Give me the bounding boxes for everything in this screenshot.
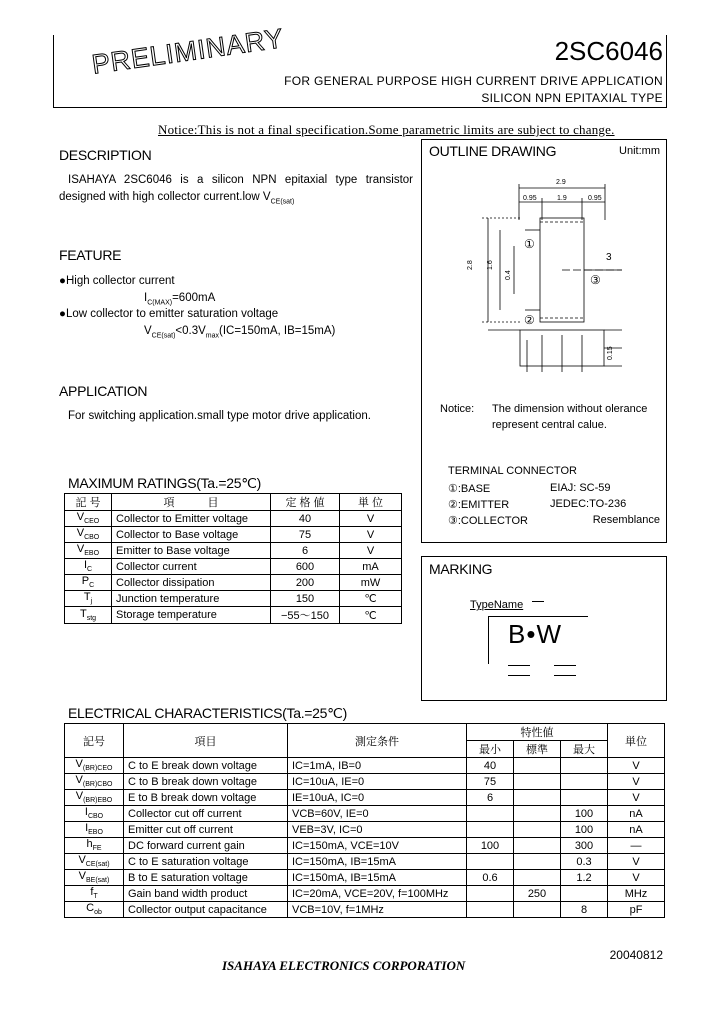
symbol-cell: $T_{stg}$: [65, 607, 112, 624]
max-cell: 1.2: [561, 870, 608, 886]
symbol-cell: $V_{BE(sat)}$: [65, 870, 124, 886]
unit-cell: V: [608, 790, 665, 806]
item-cell: Collector cut off current: [124, 806, 288, 822]
header-left-rule: [53, 35, 54, 107]
table-header-row: [65, 494, 402, 511]
unit-cell: mA: [340, 559, 402, 575]
terminal-base: ①:BASE: [448, 483, 491, 495]
value-cell: 600: [271, 559, 340, 575]
item-cell: C to B break down voltage: [124, 774, 288, 790]
value-cell: 150: [271, 591, 340, 607]
typ-cell: [514, 806, 561, 822]
typ-cell: [514, 838, 561, 854]
symbol-cell: $V_{(BR)CBO}$: [65, 774, 124, 790]
outline-title: OUTLINE DRAWING: [429, 143, 557, 159]
min-cell: 40: [467, 758, 514, 774]
feature-item-2: ●Low collector to emitter saturation voltage: [59, 308, 279, 320]
terminal-title: TERMINAL CONNECTOR: [448, 465, 577, 477]
subheader-cell: 最大: [561, 741, 608, 758]
max-cell: 8: [561, 902, 608, 918]
item-cell: Collector to Base voltage: [112, 527, 271, 543]
table-row: [65, 902, 665, 918]
typ-cell: [514, 758, 561, 774]
feature-item-2-detail: $V_{CE(sat)}<0.3V_{max}(IC=150mA$, IB=15mA): [144, 325, 336, 340]
outline-unit: Unit:mm: [619, 145, 660, 157]
item-cell: E to B break down voltage: [124, 790, 288, 806]
item-cell: Emitter to Base voltage: [112, 543, 271, 559]
max-ratings-title: MAXIMUM RATINGS(Ta.=25℃): [68, 475, 262, 491]
header-cell: 記号: [65, 724, 124, 758]
document-date: 20040812: [609, 948, 663, 962]
condition-cell: IC=150mA, VCE=10V: [288, 838, 467, 854]
application-line: FOR GENERAL PURPOSE HIGH CURRENT DRIVE APPLICATION: [284, 74, 663, 88]
symbol-cell: $V_{(BR)EBO}$: [65, 790, 124, 806]
value-cell: 75: [271, 527, 340, 543]
header-cell: 項目: [124, 724, 288, 758]
feature-item-1: ●High collector current: [59, 275, 175, 287]
max-ratings-table: [64, 493, 402, 624]
table-row: [65, 886, 665, 902]
feature-title: FEATURE: [59, 247, 122, 263]
typ-cell: [514, 790, 561, 806]
table-row: [65, 527, 402, 543]
unit-cell: —: [608, 838, 665, 854]
dim-height: 2.8: [467, 260, 474, 270]
typ-cell: [514, 774, 561, 790]
symbol-cell: $T_j$: [65, 591, 112, 607]
min-cell: [467, 822, 514, 838]
marking-code: B•W: [508, 619, 562, 649]
package-drawing: [422, 160, 666, 390]
value-cell: −55～150: [271, 607, 340, 624]
outline-notice-label: Notice:: [440, 403, 475, 415]
unit-cell: nA: [608, 806, 665, 822]
subheader-cell: 標準: [514, 741, 561, 758]
header-cell: 特性値: [467, 724, 608, 741]
header-cell: 記 号: [65, 494, 112, 511]
table-row: [65, 822, 665, 838]
table-row: [65, 575, 402, 591]
jedec-code: JEDEC:TO-236: [550, 498, 627, 510]
feature-item-1-detail: $I_{C(MAX)}=600mA$: [144, 292, 216, 307]
symbol-cell: $I_{CBO}$: [65, 806, 124, 822]
application-text: For switching application.small type motor drive application.: [68, 410, 371, 422]
eiaj-code: EIAJ: SC-59: [550, 482, 611, 494]
marking-title: MARKING: [429, 561, 493, 577]
outline-drawing-box: [421, 139, 667, 543]
max-cell: [561, 758, 608, 774]
symbol-cell: $V_{CE(sat)}$: [65, 854, 124, 870]
table-row: [65, 591, 402, 607]
unit-cell: V: [340, 543, 402, 559]
electrical-table: [64, 723, 665, 918]
notice-text: Notice:This is not a final specification.Some parametric limits are subject to change.: [158, 122, 615, 137]
condition-cell: VCB=10V, f=1MHz: [288, 902, 467, 918]
bullet-icon: ●: [59, 308, 66, 320]
item-cell: DC forward current gain: [124, 838, 288, 854]
unit-cell: V: [340, 527, 402, 543]
max-cell: [561, 886, 608, 902]
table-row: [65, 559, 402, 575]
unit-cell: V: [608, 870, 665, 886]
typ-cell: [514, 902, 561, 918]
unit-cell: pF: [608, 902, 665, 918]
table-row: [65, 774, 665, 790]
company-name: ISAHAYA ELECTRONICS CORPORATION: [222, 958, 466, 973]
value-cell: 6: [271, 543, 340, 559]
symbol-cell: $f_T$: [65, 886, 124, 902]
unit-cell: ℃: [340, 607, 402, 624]
min-cell: 100: [467, 838, 514, 854]
max-cell: [561, 790, 608, 806]
dim-thickness: 0.15: [607, 346, 614, 360]
min-cell: 75: [467, 774, 514, 790]
unit-cell: V: [608, 854, 665, 870]
min-cell: 6: [467, 790, 514, 806]
pin-3-label: ③: [590, 273, 601, 287]
type-line: SILICON NPN EPITAXIAL TYPE: [481, 91, 663, 105]
item-cell: B to E saturation voltage: [124, 870, 288, 886]
header-cell: 単 位: [340, 494, 402, 511]
pin-3-number: 3: [606, 252, 612, 263]
table-row: [65, 806, 665, 822]
symbol-cell: $V_{CEO}$: [65, 511, 112, 527]
description-text-2: designed with high collector current.low $V_{CE(sat)}$: [59, 191, 295, 206]
condition-cell: IC=10uA, IE=0: [288, 774, 467, 790]
table-row: [65, 607, 402, 624]
typ-cell: [514, 854, 561, 870]
preliminary-stamp: PRELIMINARY: [90, 23, 286, 80]
dim-width: 2.9: [556, 179, 566, 186]
item-cell: Collector output capacitance: [124, 902, 288, 918]
table-row: [65, 543, 402, 559]
condition-cell: IC=1mA, IB=0: [288, 758, 467, 774]
pin-2-label: ②: [524, 313, 535, 327]
min-cell: 0.6: [467, 870, 514, 886]
header-cell: 項 目: [112, 494, 271, 511]
part-number: 2SC6046: [554, 36, 663, 66]
unit-cell: mW: [340, 575, 402, 591]
max-cell: 300: [561, 838, 608, 854]
unit-cell: ℃: [340, 591, 402, 607]
type-name-label: TypeName: [470, 599, 524, 611]
unit-cell: V: [608, 758, 665, 774]
symbol-cell: $V_{(BR)CEO}$: [65, 758, 124, 774]
typ-cell: [514, 822, 561, 838]
table-header-row: [65, 724, 665, 741]
terminal-collector: ③:COLLECTOR: [448, 515, 528, 527]
max-cell: 0.3: [561, 854, 608, 870]
terminal-emitter: ②:EMITTER: [448, 499, 510, 511]
dim-body: 1.6: [487, 260, 494, 270]
condition-cell: VEB=3V, IC=0: [288, 822, 467, 838]
table-row: [65, 790, 665, 806]
min-cell: [467, 854, 514, 870]
min-cell: [467, 902, 514, 918]
unit-cell: MHz: [608, 886, 665, 902]
typ-cell: 250: [514, 886, 561, 902]
header-cell: 測定条件: [288, 724, 467, 758]
typ-cell: [514, 870, 561, 886]
symbol-cell: $P_C$: [65, 575, 112, 591]
condition-cell: IC=20mA, VCE=20V, f=100MHz: [288, 886, 467, 902]
item-cell: Collector dissipation: [112, 575, 271, 591]
condition-cell: IE=10uA, IC=0: [288, 790, 467, 806]
value-cell: 40: [271, 511, 340, 527]
condition-cell: VCB=60V, IE=0: [288, 806, 467, 822]
symbol-cell: $V_{EBO}$: [65, 543, 112, 559]
item-cell: Gain band width product: [124, 886, 288, 902]
item-cell: C to E saturation voltage: [124, 854, 288, 870]
table-row: [65, 870, 665, 886]
marking-box: [421, 556, 667, 701]
item-cell: Collector to Emitter voltage: [112, 511, 271, 527]
max-cell: 100: [561, 822, 608, 838]
bullet-icon: ●: [59, 275, 66, 287]
min-cell: [467, 886, 514, 902]
description-text-1: ISAHAYA 2SC6046 is a silicon NPN epitaxial type transistor: [68, 174, 413, 186]
dim-lead: 0.4: [505, 270, 512, 280]
symbol-cell: $V_{CBO}$: [65, 527, 112, 543]
min-cell: [467, 806, 514, 822]
symbol-cell: $C_{ob}$: [65, 902, 124, 918]
electrical-title: ELECTRICAL CHARACTERISTICS(Ta.=25℃): [68, 705, 347, 721]
item-cell: Storage temperature: [112, 607, 271, 624]
condition-cell: IC=150mA, IB=15mA: [288, 870, 467, 886]
header-cell: 単位: [608, 724, 665, 758]
condition-cell: IC=150mA, IB=15mA: [288, 854, 467, 870]
max-cell: [561, 774, 608, 790]
value-cell: 200: [271, 575, 340, 591]
dim-pitch-center: 1.9: [557, 195, 567, 202]
table-row: [65, 838, 665, 854]
unit-cell: V: [340, 511, 402, 527]
symbol-cell: $I_{EBO}$: [65, 822, 124, 838]
marking-bracket: [488, 616, 489, 664]
table-row: [65, 854, 665, 870]
pin-1-label: ①: [524, 237, 535, 251]
header-cell: 定 格 値: [271, 494, 340, 511]
max-cell: 100: [561, 806, 608, 822]
item-cell: Collector current: [112, 559, 271, 575]
symbol-cell: $I_C$: [65, 559, 112, 575]
item-cell: C to E break down voltage: [124, 758, 288, 774]
unit-cell: nA: [608, 822, 665, 838]
table-row: [65, 511, 402, 527]
subheader-cell: 最小: [467, 741, 514, 758]
dim-pitch-left: 0.95: [523, 195, 537, 202]
table-row: [65, 758, 665, 774]
symbol-cell: $h_{FE}$: [65, 838, 124, 854]
header-bottom-rule: [53, 107, 667, 108]
description-title: DESCRIPTION: [59, 147, 152, 163]
outline-notice-text-2: represent central calue.: [492, 419, 607, 431]
dim-pitch-right: 0.95: [588, 195, 602, 202]
outline-notice-text-1: The dimension without olerance: [492, 403, 648, 415]
header-right-rule: [666, 35, 667, 107]
item-cell: Emitter cut off current: [124, 822, 288, 838]
item-cell: Junction temperature: [112, 591, 271, 607]
resemblance-label: Resemblance: [592, 514, 660, 526]
unit-cell: V: [608, 774, 665, 790]
application-title: APPLICATION: [59, 383, 148, 399]
